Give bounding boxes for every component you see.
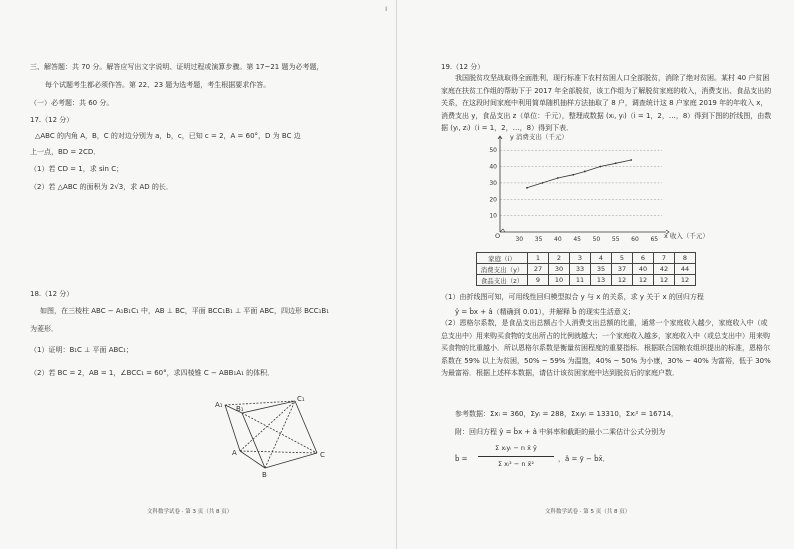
y-tick-label: 10 — [489, 212, 497, 220]
y-tick-label: 20 — [489, 196, 497, 204]
diag-b1-c — [242, 413, 317, 453]
edge-b-c — [265, 453, 317, 468]
prism-figure — [205, 393, 340, 481]
left-footer: 文科数学试卷 · 第 3 页（共 8 页） — [147, 509, 233, 515]
chart-ylabel: y 消费支出（千元） — [510, 133, 568, 141]
x-tick-label: 60 — [631, 236, 639, 243]
data-point — [584, 171, 586, 173]
chart-xlabel: x 收入（千元） — [664, 232, 709, 240]
table-cell: 9 — [528, 275, 549, 286]
table-row — [477, 264, 696, 275]
table-cell: 27 — [528, 264, 549, 275]
table-cell: 7 — [654, 253, 675, 264]
fraction-bar — [478, 456, 554, 457]
table-cell: 10 — [549, 275, 570, 286]
data-point — [526, 187, 528, 189]
table-cell: 5 — [612, 253, 633, 264]
q19-part1-equation: ŷ = b̂x + â（精确到 0.01），并解释 b̂ 的现实生活意义； — [455, 308, 635, 316]
table-cell: 44 — [675, 264, 696, 275]
x-tick-label: 35 — [534, 236, 543, 243]
table-cell: 11 — [570, 275, 591, 286]
q18-stem-line1: 如图，在三棱柱 ABC − A₁B₁C₁ 中，AB ⊥ BC，平面 BCC₁B₁ ⊥ 平面 ABC，四边形 BCC₁B₁ — [40, 307, 330, 315]
q17-part1: （1）若 CD = 1，求 sin C； — [30, 165, 124, 173]
table-cell: 消费支出（y） — [477, 264, 528, 275]
table-cell: 12 — [654, 275, 675, 286]
table-cell: 40 — [633, 264, 654, 275]
table-cell: 33 — [570, 264, 591, 275]
q19-part1: （1）由折线图可知，可用线性回归模型拟合 y 与 x 的关系，求 y 关于 x 的回归方程 — [441, 293, 704, 301]
q19-stem: 我国脱贫攻坚战取得全面胜利，现行标准下农村贫困人口全部脱贫，消除了绝对贫困。某村 40 户贫困家庭在扶贫工作组的帮助下于 2017 年全部脱贫，该工作组为了解脱贫家庭的收入，消费支出、食品支出的关系，在这段时间家庭中利用简单随机抽样方法抽取了 8 户，调查统计这 8 户家庭 2019 年的年收入 x，消费支出 y，食品支出 z（单位：千元），整理成数据 (xᵢ, yᵢ)（i = 1，2，…，8）得到下图的折线图，由数据 (yᵢ, zᵢ)（i = 1，2，…，8）得到下表． — [441, 74, 772, 132]
income-consumption-chart — [470, 130, 709, 248]
x-tick-label: 30 — [515, 236, 524, 243]
x-tick-label: 55 — [611, 236, 620, 243]
label-a1: A₁ — [215, 401, 223, 409]
edge-a-c — [240, 451, 317, 453]
table-cell: 4 — [591, 253, 612, 264]
x-tick-label: 65 — [650, 236, 659, 243]
data-point — [599, 166, 601, 168]
table-cell: 3 — [570, 253, 591, 264]
x-tick-label: 45 — [573, 236, 581, 243]
chart-series — [526, 159, 632, 189]
table-cell: 35 — [591, 264, 612, 275]
q19-reference-data: 参考数据：Σxᵢ = 360，Σyᵢ = 288，Σxᵢyᵢ = 13310，Σxᵢ² = 16714． — [455, 410, 678, 418]
data-point — [542, 182, 544, 184]
data-point — [615, 162, 617, 164]
page-fold — [396, 0, 397, 549]
label-b: B — [262, 471, 267, 479]
table-cell: 8 — [675, 253, 696, 264]
chart-origin: O — [495, 232, 501, 240]
intercept-formula: ，â = ȳ − b̂x̄． — [558, 455, 610, 463]
diag-a-c1 — [240, 401, 295, 451]
label-b1: B₁ — [236, 405, 244, 413]
table-cell: 6 — [633, 253, 654, 264]
table-cell: 12 — [675, 275, 696, 286]
table-cell: 30 — [549, 264, 570, 275]
slope-lhs: b̂ = — [455, 455, 468, 463]
q19-reference-formula: 附：回归方程 ŷ = b̂x + â 中斜率和截距的最小二乘估计公式分别为 — [455, 428, 666, 436]
chart-axes — [498, 136, 669, 234]
chart-grid — [500, 150, 662, 215]
consumption-food-table — [476, 252, 696, 286]
label-c: C — [320, 451, 325, 459]
table-cell: 1 — [528, 253, 549, 264]
y-tick-label: 40 — [489, 163, 497, 171]
table-cell: 食品支出（z） — [477, 275, 528, 286]
q19-number: 19.（12 分） — [441, 63, 485, 71]
diag-b-c1 — [265, 401, 295, 468]
data-point — [572, 174, 574, 176]
data-point — [557, 177, 559, 179]
q19-part2: （2）恩格尔系数，是食品支出总额占个人消费支出总额的比重，通常一个家庭收入越少，家庭收入中（或总支出中）用来购买食物的支出所占的比例就越大；一个家庭收入越多，家庭收入中（或总支出中）用来购买食物的比重越小．所以恩格尔系数是衡量贫困程度的重要指标．根据联合国粮农组织提出的标准，恩格尔系数在 59% 以上为贫困，50% ~ 59% 为温饱，40% ~ 50% 为小康，30% ~ 40% 为富裕，低于 30% 为最富裕．根据上述样本数据，请估计该贫困家庭中达到脱贫后的家庭户数． — [441, 319, 771, 377]
q18-part2: （2）若 BC = 2，AB = 1，∠BCC₁ = 60°，求四棱锥 C − ABB₁A₁ 的体积． — [30, 369, 275, 377]
table-cell: 2 — [549, 253, 570, 264]
table-cell: 12 — [633, 275, 654, 286]
label-c1: C₁ — [297, 395, 305, 403]
table-cell: 37 — [612, 264, 633, 275]
data-point — [630, 159, 632, 161]
slope-denominator: Σ xᵢ² − n x̄² — [497, 460, 534, 468]
label-a: A — [232, 449, 237, 457]
table-header-row — [477, 253, 696, 264]
x-tick-label: 40 — [554, 236, 562, 243]
slope-numerator: Σ xᵢyᵢ − n x̄ ȳ — [495, 444, 537, 452]
table-cell: 家庭（i） — [477, 253, 528, 264]
table-cell: 42 — [654, 264, 675, 275]
q17-stem-line2: 上一点，BD = 2CD． — [30, 148, 101, 156]
edge-c-c1 — [295, 401, 317, 453]
table-cell: 12 — [612, 275, 633, 286]
q18-stem-line2: 为菱形． — [30, 325, 58, 333]
q18-number: 18.（12 分） — [30, 290, 74, 298]
registration-mark: ı — [385, 4, 388, 13]
q18-part1: （1）证明：B₁C ⊥ 平面 ABC₁； — [30, 346, 133, 354]
right-footer: 文科数学试卷 · 第 5 页（共 8 页） — [545, 509, 631, 515]
axis-break — [500, 229, 505, 232]
y-tick-label: 30 — [489, 179, 497, 187]
x-tick-label: 50 — [592, 236, 601, 243]
chart-ticks — [489, 147, 658, 243]
table-cell: 13 — [591, 275, 612, 286]
table-row — [477, 275, 696, 286]
q17-stem-line1: △ABC 的内角 A，B，C 的对边分别为 a，b，c，已知 c = 2，A = 60°，D 为 BC 边 — [35, 132, 301, 140]
q17-part2: （2）若 △ABC 的面积为 2√3，求 AD 的长． — [30, 183, 173, 191]
required-part-label: （一）必考题：共 60 分。 — [30, 99, 114, 107]
q17-number: 17.（12 分） — [30, 116, 74, 124]
section-title: 三、解答题：共 70 分。解答应写出文字说明、证明过程或演算步骤。第 17~21 题为必考题， — [30, 63, 324, 71]
y-tick-label: 50 — [489, 147, 497, 155]
section-instructions: 每个试题考生都必须作答。第 22、23 题为选考题，考生根据要求作答。 — [45, 81, 271, 89]
